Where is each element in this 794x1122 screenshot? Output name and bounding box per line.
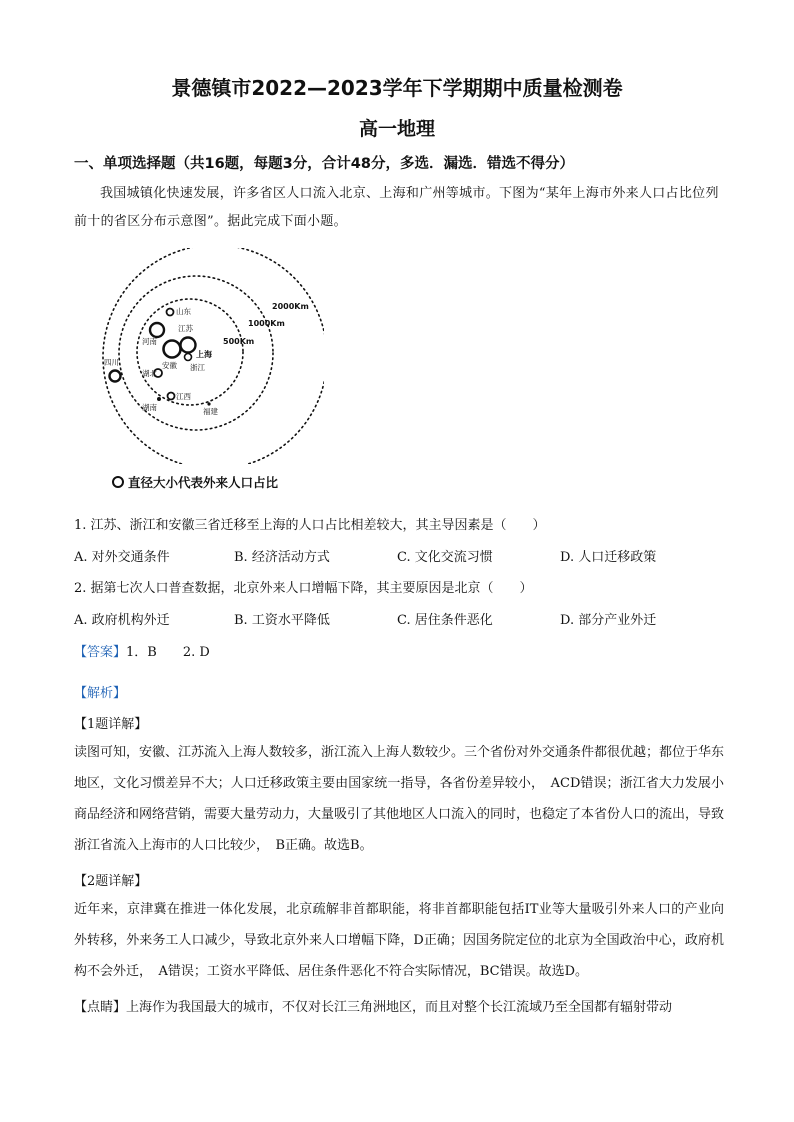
question-1-option-a: A. 对外交通条件 [74, 550, 170, 565]
province-circle-fujian [207, 402, 210, 405]
province-label-zhejiang: 浙江 [190, 363, 205, 372]
province-label-fujian: 福建 [203, 407, 218, 416]
q1-detail-label: 【1题详解】 [74, 717, 148, 732]
province-label-jiangsu: 江苏 [178, 324, 193, 333]
ring-label-500km: 500Km [223, 337, 255, 346]
question-2-option-b: B. 工资水平降低 [234, 613, 330, 628]
province-circle-shanghai [185, 354, 192, 361]
province-label-jiangxi: 江西 [176, 392, 191, 401]
ring-2000km [103, 248, 324, 464]
province-circle-anhui [164, 341, 181, 358]
q1-detail-text: 读图可知，安徽、江苏流入上海人数较多，浙江流入上海人数较少。三个省份对外交通条件都很优越；都位于华东地区，文化习惯差异不大；人口迁移政策主要由国家统一指导，各省份差异较小， ACD错误；浙江省大力发展小商品经济和网络营销，需要大量劳动力，大量吸引了其他地区人口流入的同时，也稳定了本省份人口的流出，导致浙江省流入上海市的人口比较少， B正确。故选B。 [74, 745, 725, 853]
province-label-shandong: 山东 [176, 307, 191, 316]
ring-label-1000km: 1000Km [248, 319, 285, 328]
section-heading: 一、单项选择题（共16题，每题3分，合计48分，多选．漏选．错选不得分） [74, 156, 574, 172]
tip-text: 上海作为我国最大的城市，不仅对长江三角洲地区，而且对整个长江流域乃至全国都有辐射带动 [126, 1000, 673, 1015]
province-circle-henan [150, 323, 164, 337]
question-1-stem: 1. 江苏、浙江和安徽三省迁移至上海的人口占比相差较大，其主导因素是（ ） [74, 518, 546, 533]
page-subtitle: 高一地理 [358, 118, 435, 140]
tip-line [74, 996, 672, 1015]
question-2-option-a: A. 政府机构外迁 [74, 613, 170, 628]
question-2-option-d: D. 部分产业外迁 [560, 613, 657, 628]
figure-legend [112, 473, 278, 491]
tip-label: 【点睛】 [74, 1000, 127, 1015]
legend-circle-icon [112, 476, 124, 488]
q2-detail-label: 【2题详解】 [74, 874, 148, 889]
province-label-henan: 河南 [142, 337, 157, 346]
province-label-hubei: 湖北 [142, 369, 157, 378]
q2-detail-text: 近年来，京津冀在推进一体化发展，北京疏解非首都职能，将非首都职能包括IT业等大量吸引外来人口的产业向外转移，外来务工人口减少，导致北京外来人口增幅下降，D正确；因国务院定位的北京为全国政治中心，政府机构不会外迁， A错误；工资水平降低、居住条件恶化不符合实际情况，BC错误。故选D。 [74, 902, 724, 979]
population-distribution-map [96, 248, 324, 464]
question-2-stem: 2. 据第七次人口普查数据，北京外来人口增幅下降，其主要原因是北京（ ） [74, 581, 533, 596]
page-title: 景德镇市2022—2023学年下学期期中质量检测卷 [171, 76, 623, 100]
question-1-option-d: D. 人口迁移政策 [560, 550, 657, 565]
intro-paragraph: 我国城镇化快速发展，许多省区人口流入北京、上海和广州等城市。下图为“某年上海市外来人口占比位列前十的省区分布示意图”。据此完成下面小题。 [74, 186, 719, 229]
question-2-option-c: C. 居住条件恶化 [397, 613, 493, 628]
ring-label-2000km: 2000Km [272, 302, 309, 311]
province-label-sichuan: 四川 [104, 358, 119, 367]
question-1-option-b: B. 经济活动方式 [234, 550, 330, 565]
province-circle-hunan [157, 397, 161, 401]
province-circle-jiangsu [181, 338, 196, 353]
province-label-hunan: 湖南 [142, 403, 157, 412]
answer-label: 【答案】 [74, 645, 127, 660]
province-label-shanghai: 上海 [196, 350, 212, 359]
province-label-anhui: 安徽 [162, 361, 177, 370]
answer-text: 1．B 2. D [126, 645, 210, 660]
analysis-label: 【解析】 [74, 686, 127, 701]
legend-text: 直径大小代表外来人口占比 [128, 475, 279, 490]
province-circle-sichuan [110, 371, 121, 382]
province-circle-shandong [167, 309, 174, 316]
answer-line [74, 641, 210, 660]
question-1-option-c: C. 文化交流习惯 [397, 550, 493, 565]
province-circle-jiangxi [168, 393, 175, 400]
